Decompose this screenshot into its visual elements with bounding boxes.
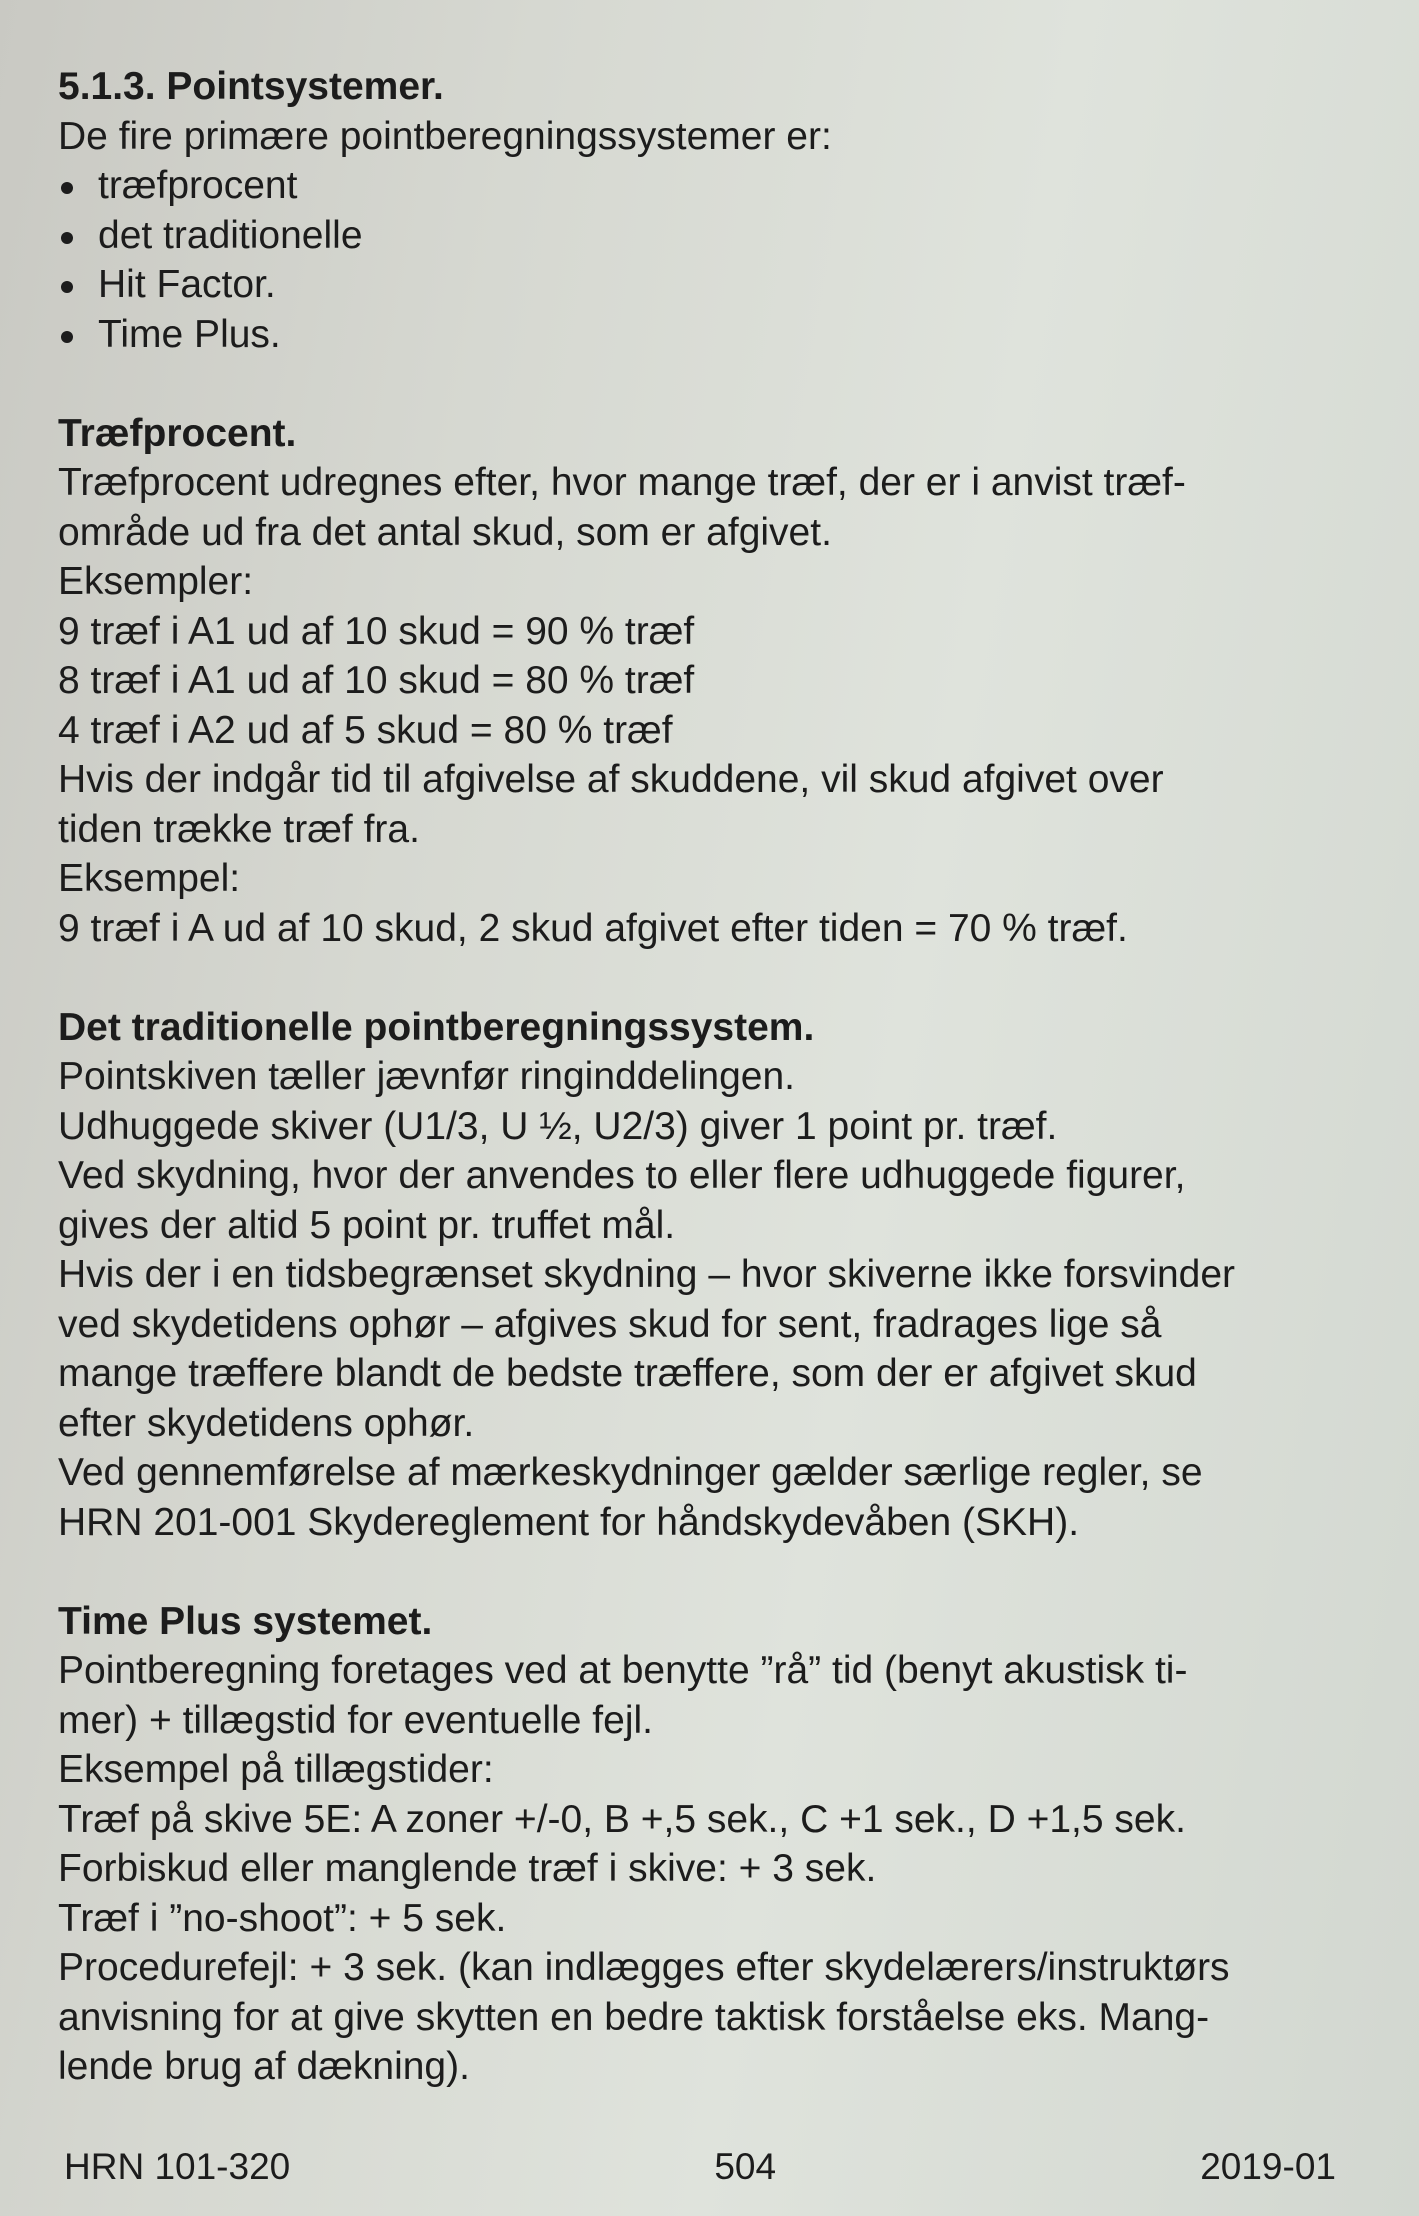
traditionelle-line: mange træffere blandt de bedste træffere, som der er afgivet skud (58, 1352, 1197, 1395)
time-plus-heading: Time Plus systemet. (58, 1599, 433, 1643)
traditionelle-line: Pointskiven tæller jævnfør ringinddelingen. (58, 1055, 796, 1098)
systems-list (58, 161, 1368, 359)
time-plus-line: Træf på skive 5E: A zoner +/-0, B +,5 sek., C +1 sek., D +1,5 sek. (58, 1797, 1186, 1841)
time-plus-line: mer) + tillægstid for eventuelle fejl. (58, 1698, 653, 1742)
traefprocent-line: 4 træf i A2 ud af 5 skud = 80 % træf (58, 708, 673, 752)
traditionelle-line: Ved skydning, hvor der anvendes to eller flere udhuggede figurer, (58, 1154, 1186, 1197)
spacer (58, 953, 1368, 1003)
traefprocent-line: område ud fra det antal skud, som er afgivet. (58, 510, 832, 554)
document-page (58, 62, 1368, 2092)
traditionelle-line: Udhuggede skiver (U1/3, U ½, U2/3) giver 1 point pr. træf. (58, 1104, 1058, 1148)
traefprocent-line: 8 træf i A1 ud af 10 skud = 80 % træf (58, 659, 695, 702)
systems-list-item: træfprocent (58, 161, 1368, 211)
traditionelle-line: gives der altid 5 point pr. truffet mål. (58, 1203, 676, 1247)
systems-list-item: Hit Factor. (58, 260, 1368, 310)
traefprocent-line: Hvis der indgår tid til afgivelse af skuddene, vil skud afgivet over (58, 758, 1164, 801)
spacer (58, 1547, 1368, 1597)
intro-text: De fire primære pointberegningssystemer er: (58, 114, 832, 158)
traditionelle-line: HRN 201-001 Skydereglement for håndskydevåben (SKH). (58, 1500, 1080, 1544)
section-traditionelle (58, 1003, 1368, 1548)
section-title: 5.1.3. Pointsystemer. (58, 65, 444, 108)
time-plus-line: Eksempel på tillægstider: (58, 1748, 494, 1791)
traefprocent-line: 9 træf i A1 ud af 10 skud = 90 % træf (58, 609, 695, 653)
traditionelle-line: efter skydetidens ophør. (58, 1401, 475, 1445)
systems-list-item: Time Plus. (58, 310, 1368, 360)
traefprocent-line: Eksempel: (58, 857, 241, 900)
footer-page-number: 504 (714, 2146, 777, 2187)
traditionelle-line: ved skydetidens ophør – afgives skud for sent, fradrages lige så (58, 1302, 1162, 1346)
section-traefprocent (58, 409, 1368, 954)
traefprocent-heading: Træfprocent. (58, 411, 297, 455)
footer-doc-id: HRN 101-320 (64, 2146, 291, 2187)
traefprocent-line: tiden trække træf fra. (58, 807, 420, 851)
traefprocent-line: 9 træf i A ud af 10 skud, 2 skud afgivet efter tiden = 70 % træf. (58, 906, 1128, 950)
traditionelle-line: Hvis der i en tidsbegrænset skydning – hvor skiverne ikke forsvinder (58, 1253, 1236, 1296)
time-plus-line: Pointberegning foretages ved at benytte ”rå” tid (benyt akustisk ti- (58, 1649, 1188, 1692)
time-plus-line: Træf i ”no-shoot”: + 5 sek. (58, 1896, 507, 1940)
traditionelle-line: Ved gennemførelse af mærkeskydninger gælder særlige regler, se (58, 1451, 1203, 1494)
time-plus-line: lende brug af dækning). (58, 2045, 470, 2088)
time-plus-line: anvisning for at give skytten en bedre taktisk forståelse eks. Mang- (58, 1995, 1210, 2039)
footer-date: 2019-01 (1200, 2146, 1336, 2187)
time-plus-line: Forbiskud eller manglende træf i skive: + 3 sek. (58, 1847, 877, 1890)
section-time-plus (58, 1597, 1368, 2092)
page-footer (64, 2145, 1336, 2189)
traefprocent-line: Træfprocent udregnes efter, hvor mange træf, der er i anvist træf- (58, 461, 1186, 504)
time-plus-line: Procedurefejl: + 3 sek. (kan indlægges efter skydelærers/instruktørs (58, 1946, 1230, 1989)
traefprocent-line: Eksempler: (58, 560, 254, 603)
spacer (58, 359, 1368, 409)
traditionelle-heading: Det traditionelle pointberegningssystem. (58, 1005, 815, 1049)
systems-list-item: det traditionelle (58, 211, 1368, 261)
